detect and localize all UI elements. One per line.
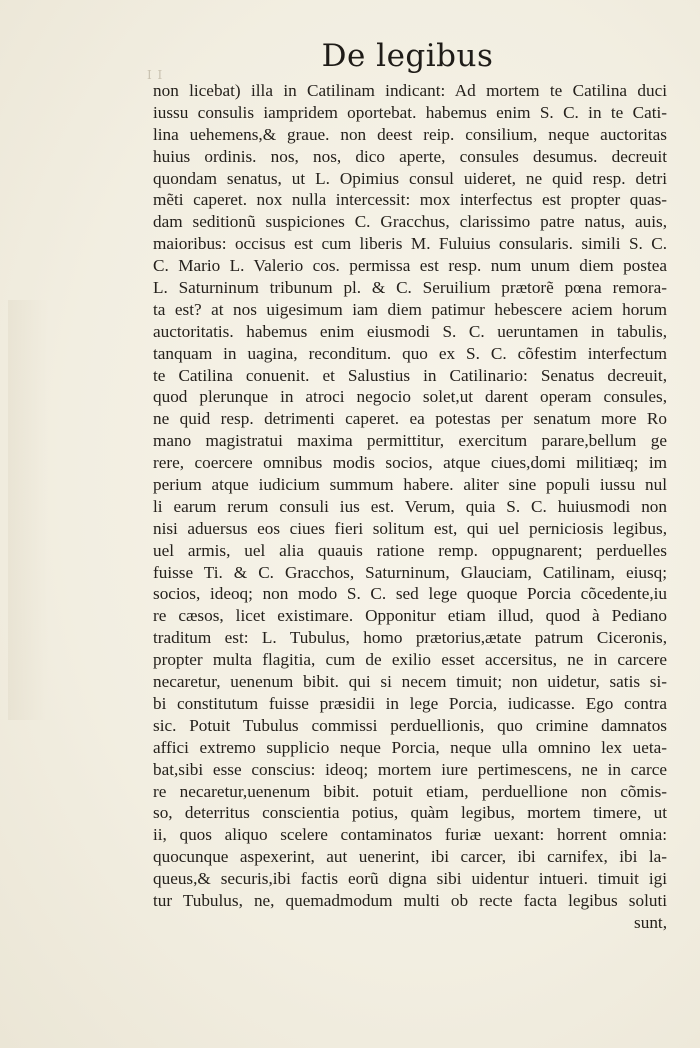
text-line: bat,sibi esse conscius: ideoq; mortem iure pertimescens, ne in carce bbox=[153, 759, 667, 779]
text-line: uel armis, uel alia quauis ratione remp. oppugnarent; perduelles bbox=[153, 540, 667, 560]
text-line: mẽti caperet. nox nulla intercessit: mox interfectus est propter quas- bbox=[153, 190, 667, 210]
text-line: perium atque iudicium summum habere. aliter sine populi iussu nul bbox=[153, 475, 667, 495]
text-line: traditum est: L. Tubulus, homo prætorius,ætate patrum Ciceronis, bbox=[153, 628, 667, 648]
text-line: lina uehemens,& graue. non deest reip. consilium, neque auctoritas bbox=[153, 124, 667, 144]
text-line: nisi aduersus eos ciues fieri solitum est, qui uel perniciosis legibus, bbox=[153, 518, 667, 538]
text-line: affici extremo supplicio neque Porcia, neque ulla omnino lex ueta- bbox=[153, 737, 667, 757]
text-line: non licebat) illa in Catilinam indicant: Ad mortem te Catilina duci bbox=[153, 81, 667, 100]
text-line: ii, quos aliquo scelere contaminatos furiæ uexant: horrent omnia: bbox=[153, 825, 667, 845]
text-line: re necaretur,uenenum bibit. potuit etiam, perduellione non cõmis- bbox=[153, 781, 667, 801]
text-line: sunt, bbox=[634, 912, 667, 932]
text-line: tur Tubulus, ne, quemadmodum multi ob recte facta legibus soluti bbox=[153, 890, 667, 910]
text-line: li earum rerum consuli ius est. Verum, quia S. C. huiusmodi non bbox=[153, 496, 667, 516]
text-line: quod plerunque in atroci negocio solet,ut darent operam consules, bbox=[153, 387, 667, 407]
text-line: huius ordinis. nos, nos, dico aperte, consules desumus. decreuit bbox=[153, 146, 667, 166]
text-line: L. Saturninum tribunum pl. & C. Seruilium prætorẽ pœna remora- bbox=[153, 278, 667, 298]
text-line: C. Mario L. Valerio cos. permissa est resp. num unum diem postea bbox=[153, 256, 667, 276]
text-line: bi constitutum fuisse præsidii in lege Porcia, iudicasse. Ego contra bbox=[153, 693, 667, 713]
text-line: dam seditionũ suspiciones C. Gracchus, clarissimo patre natus, auis, bbox=[153, 212, 667, 232]
text-line: maioribus: occisus est cum liberis M. Fuluius consularis. simili S. C. bbox=[153, 234, 667, 254]
text-line: socios, ideoq; non modo S. C. sed lege quoque Porcia cõcedente,iu bbox=[153, 584, 667, 604]
text-line: tanquam in uagina, reconditum. quo ex S. C. cõfestim interfectum bbox=[153, 343, 667, 363]
text-line: sic. Potuit Tubulus commissi perduellionis, quo crimine damnatos bbox=[153, 715, 667, 735]
text-line: fuisse Ti. & C. Gracchos, Saturninum, Glauciam, Catilinam, eiusq; bbox=[153, 562, 667, 582]
text-line: rere, coercere omnibus modis socios, atque ciues,domi militiæq; im bbox=[153, 453, 667, 473]
corner-mark: I I bbox=[147, 68, 164, 82]
text-line: ta est? at nos uigesimum iam diem patimur hebescere aciem horum bbox=[153, 299, 667, 319]
text-line: quondam senatus, ut L. Opimius consul uideret, ne quid resp. detri bbox=[153, 168, 667, 188]
running-head: De legibus bbox=[321, 38, 494, 74]
text-line: propter multa flagitia, cum de exilio esset accersitus, ne in carcere bbox=[153, 650, 667, 670]
text-line: auctoritatis. habemus enim eiusmodi S. C. ueruntamen in tabulis, bbox=[153, 321, 667, 341]
body-text bbox=[153, 80, 667, 934]
text-line: re cæsos, licet existimare. Opponitur etiam illud, quod à Pediano bbox=[153, 606, 667, 626]
page-stain bbox=[8, 300, 48, 720]
text-line: iussu consulis iampridem oportebat. habemus enim S. C. in te Cati- bbox=[153, 102, 667, 122]
text-line: mano magistratui maxima permittitur, exercitum parare,bellum ge bbox=[153, 431, 667, 451]
text-line: so, deterritus conscientia potius, quàm legibus, mortem timere, ut bbox=[153, 803, 667, 823]
text-line: ne quid resp. detrimenti caperet. ea potestas per senatum more Ro bbox=[153, 409, 667, 429]
text-line: te Catilina conuenit. et Salustius in Catilinario: Senatus decreuit, bbox=[153, 365, 667, 385]
text-line: queus,& securis,ibi factis eorũ digna sibi uidentur intueri. timuit igi bbox=[153, 869, 667, 889]
text-line: quocunque aspexerint, aut uenerint, ibi carcer, ibi carnifex, ibi la- bbox=[153, 847, 667, 867]
text-line: necaretur, uenenum bibit. qui si necem timuit; non uidetur, satis si- bbox=[153, 672, 667, 692]
